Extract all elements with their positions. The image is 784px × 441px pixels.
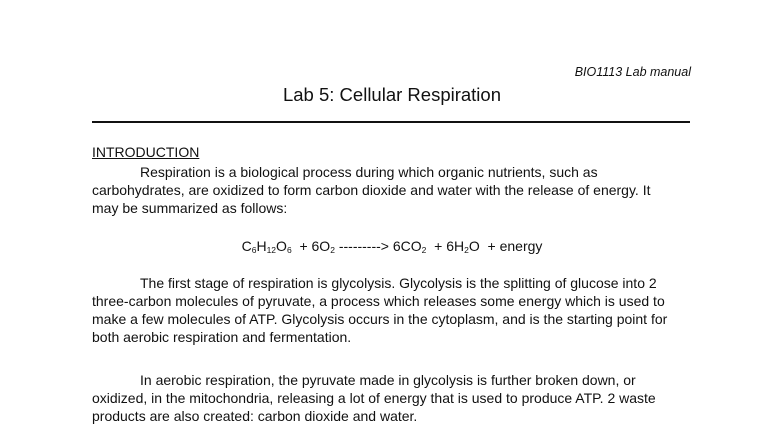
paragraph-line: carbohydrates, are oxidized to form carbon dioxide and water with the release of energy. It bbox=[92, 182, 651, 198]
section-heading-introduction: INTRODUCTION bbox=[92, 144, 200, 160]
equation-water-energy: O + energy bbox=[468, 238, 543, 254]
paragraph-line: both aerobic respiration and fermentation. bbox=[92, 329, 352, 345]
paragraph-aerobic-respiration bbox=[92, 371, 692, 425]
equation-plus-oxygen: + 6O bbox=[291, 238, 331, 254]
equation-o: O bbox=[276, 238, 287, 254]
paragraph-line: oxidized, in the mitochondria, releasing a lot of energy that is used to produce ATP. 2 waste bbox=[92, 390, 656, 406]
paragraph-line: In aerobic respiration, the pyruvate made in glycolysis is further broken down, or bbox=[140, 372, 636, 388]
paragraph-line: products are also created: carbon dioxide and water. bbox=[92, 408, 418, 424]
paragraph-line: three-carbon molecules of pyruvate, a process which releases some energy which is used to bbox=[92, 293, 665, 309]
equation-c: C bbox=[241, 238, 252, 254]
paragraph-line: may be summarized as follows: bbox=[92, 200, 288, 216]
paragraph-line: make a few molecules of ATP. Glycolysis occurs in the cytoplasm, and is the starting point for bbox=[92, 311, 668, 327]
equation-oxygen-subscript: 2 bbox=[330, 245, 335, 255]
paragraph-glycolysis bbox=[92, 274, 692, 346]
equation-water-subscript: 2 bbox=[464, 245, 469, 255]
equation-arrow-co2: ---------> 6CO bbox=[334, 238, 422, 254]
page-title: Lab 5: Cellular Respiration bbox=[282, 84, 501, 105]
equation-plus-water: + 6H bbox=[426, 238, 465, 254]
equation-o-subscript: 6 bbox=[286, 245, 292, 255]
equation-c-subscript: 6 bbox=[251, 245, 257, 255]
paragraph-line: Respiration is a biological process during which organic nutrients, such as bbox=[140, 164, 598, 180]
equation-co2-subscript: 2 bbox=[421, 245, 427, 255]
paragraph-respiration-definition bbox=[92, 163, 692, 217]
paragraph-line: The first stage of respiration is glycolysis. Glycolysis is the splitting of glucose into 2 bbox=[140, 275, 657, 291]
manual-label: BIO1113 Lab manual bbox=[574, 65, 691, 79]
title-divider bbox=[92, 121, 690, 123]
equation-h-subscript: 12 bbox=[266, 245, 277, 255]
equation-h: H bbox=[256, 238, 267, 254]
respiration-equation bbox=[0, 238, 784, 255]
